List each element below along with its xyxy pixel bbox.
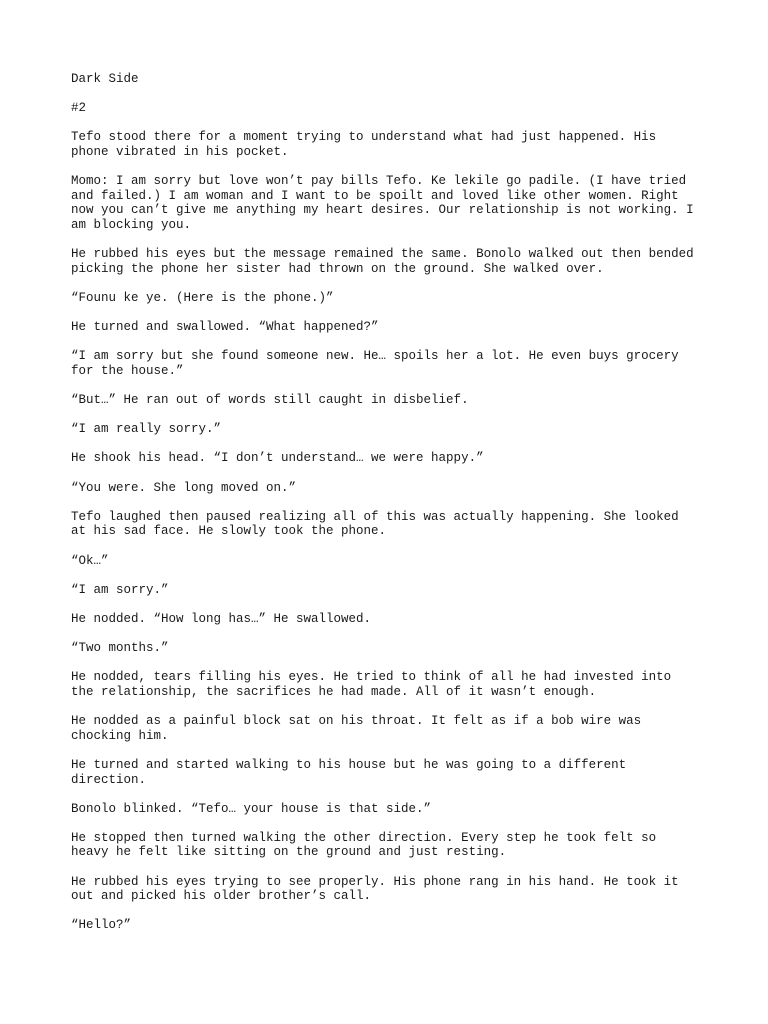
paragraph: “Ok…” xyxy=(71,553,109,568)
paragraph: “But…” He ran out of words still caught in disbelief. xyxy=(71,393,469,408)
chapter-number: #2 xyxy=(71,101,87,116)
paragraph: “I am sorry.” xyxy=(71,582,169,597)
paragraph: He shook his head. “I don’t understand… we were happy.” xyxy=(71,451,484,466)
paragraph: “I am really sorry.” xyxy=(71,422,222,437)
paragraph: He stopped then turned walking the other direction. Every step he took felt so heavy he felt like sitting on the ground and just resting. xyxy=(71,830,657,860)
paragraph: He turned and started walking to his house but he was going to a different direction. xyxy=(71,757,627,787)
paragraph: “I am sorry but she found someone new. He… spoils her a lot. He even buys grocery for the house.” xyxy=(71,349,679,378)
paragraph: He turned and swallowed. “What happened?” xyxy=(71,320,379,335)
paragraph: He nodded as a painful block sat on his throat. It felt as if a bob wire was chocking him. xyxy=(71,714,642,743)
story-title: Dark Side xyxy=(71,72,139,86)
document-body xyxy=(71,72,701,948)
paragraph: Tefo laughed then paused realizing all of this was actually happening. She looked at his sad face. He slowly took the phone. xyxy=(71,509,679,539)
paragraph: “Two months.” xyxy=(71,641,169,656)
paragraph: “You were. She long moved on.” xyxy=(71,480,297,495)
paragraph: “Hello?” xyxy=(71,918,132,933)
paragraph: Tefo stood there for a moment trying to understand what had just happened. His phone vibrated in his pocket. xyxy=(71,130,657,159)
paragraph: “Founu ke ye. (Here is the phone.)” xyxy=(71,290,334,305)
paragraph: He nodded. “How long has…” He swallowed. xyxy=(71,611,372,626)
paragraph: He nodded, tears filling his eyes. He tried to think of all he had invested into the relationship, the sacrifices he had made. All of it wasn’t enough. xyxy=(71,670,672,699)
paragraph: He rubbed his eyes trying to see properly. His phone rang in his hand. He took it out and picked his older brother’s call. xyxy=(71,874,679,904)
paragraph: Momo: I am sorry but love won’t pay bills Tefo. Ke lekile go padile. (I have tried and failed.) I am woman and I want to be spoilt and loved like other women. Right now you can’t give me anything my heart desires. Our relationship is not working. I am blocking you. xyxy=(71,174,694,232)
paragraph: Bonolo blinked. “Tefo… your house is that side.” xyxy=(71,801,432,816)
paragraph: He rubbed his eyes but the message remained the same. Bonolo walked out then bended picking the phone her sister had thrown on the ground. She walked over. xyxy=(71,247,694,276)
